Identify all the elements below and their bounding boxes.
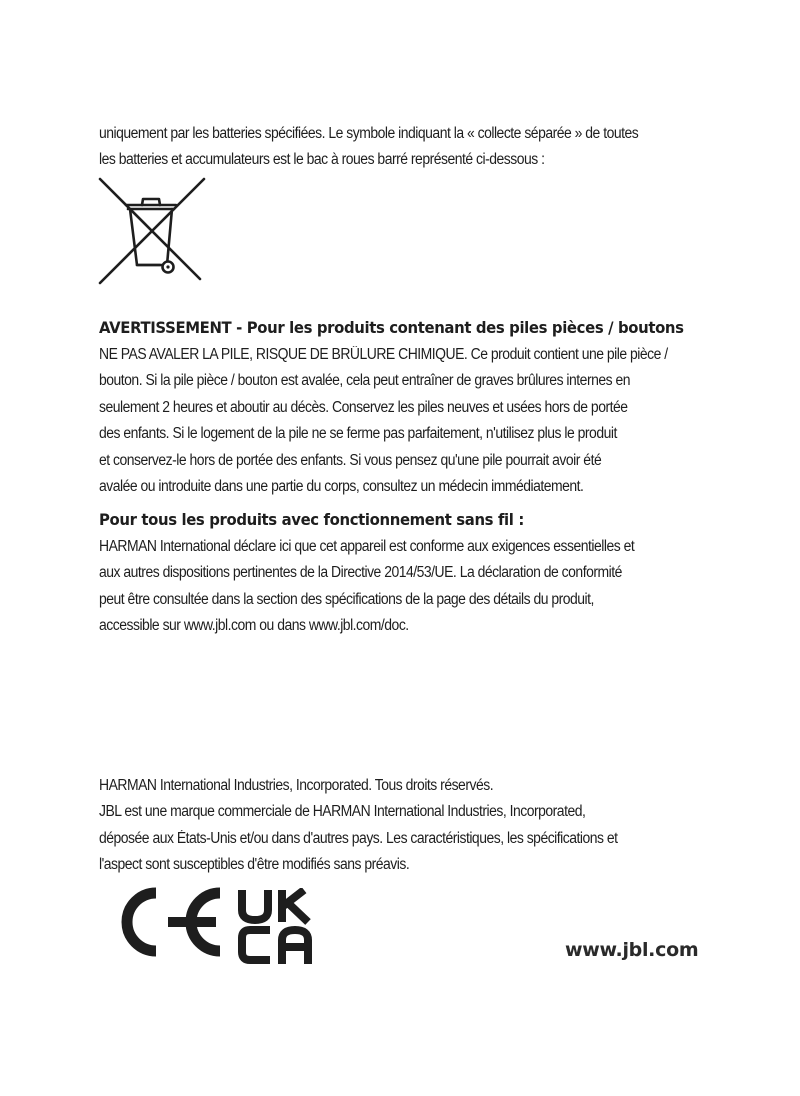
ce-mark [98,884,228,960]
warning-line-4: des enfants. Si le logement de la pile ne se ferme pas parfaitement, n'utilisez plus le produit [99,425,617,442]
warning-line-2: bouton. Si la pile pièce / bouton est avalée, cela peut entraîner de graves brûlures internes en [99,372,631,389]
wireless-line-4: accessible sur www.jbl.com ou dans www.jbl.com/doc. [99,617,409,634]
wireless-heading: Pour tous les produits avec fonctionnement sans fil : [99,510,524,529]
legal-line-3: déposée aux États-Unis et/ou dans d'autres pays. Les caractéristiques, les spécifications et [99,830,618,847]
intro-line-2: les batteries et accumulateurs est le bac à roues barré représenté ci-dessous : [99,151,545,168]
warning-heading: AVERTISSEMENT - Pour les produits contenant des piles pièces / boutons [99,318,684,337]
legal-line-1: HARMAN International Industries, Incorporated. Tous droits réservés. [99,777,494,794]
crossed-out-wheelie-bin-icon [96,175,208,287]
legal-line-2: JBL est une marque commerciale de HARMAN International Industries, Incorporated, [99,803,586,820]
wireless-line-3: peut être consultée dans la section des spécifications de la page des détails du produit, [99,591,594,608]
warning-line-6: avalée ou introduite dans une partie du corps, consultez un médecin immédiatement. [99,478,584,495]
intro-line-1: uniquement par les batteries spécifiées. Le symbole indiquant la « collecte séparée » de toutes [99,125,639,142]
wireless-line-1: HARMAN International déclare ici que cet appareil est conforme aux exigences essentielles et [99,538,635,555]
warning-line-1: NE PAS AVALER LA PILE, RISQUE DE BRÛLURE CHIMIQUE. Ce produit contient une pile pièce / [99,346,668,363]
ukca-mark [238,888,320,964]
wireless-line-2: aux autres dispositions pertinentes de la Directive 2014/53/UE. La déclaration de conformité [99,564,622,581]
warning-line-5: et conservez-le hors de portée des enfants. Si vous pensez qu'une pile pourrait avoir été [99,452,602,469]
footer-url: www.jbl.com [565,939,699,961]
legal-line-4: l'aspect sont susceptibles d'être modifiés sans préavis. [99,856,410,873]
warning-line-3: seulement 2 heures et aboutir au décès. Conservez les piles neuves et usées hors de portée [99,399,628,416]
